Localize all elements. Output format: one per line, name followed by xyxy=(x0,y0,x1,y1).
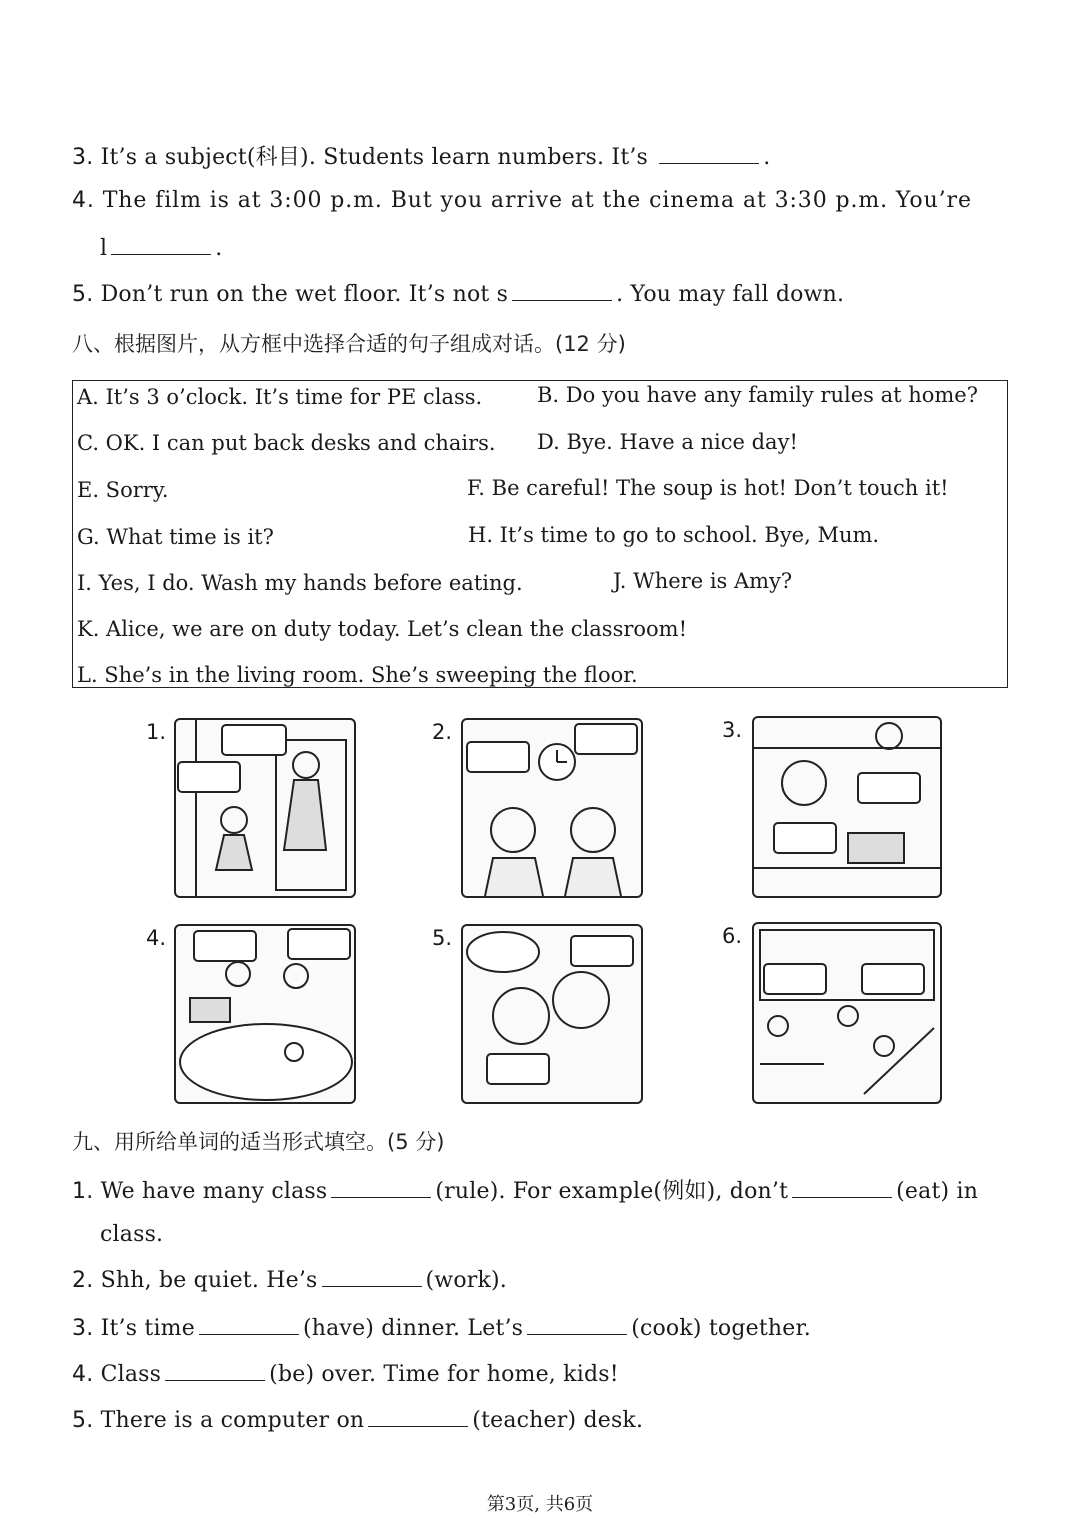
option-k: K. Alice, we are on duty today. Let’s clean the classroom! xyxy=(77,617,688,641)
question-7-3: 3. It’s a subject(科目). Students learn numbers. It’s . xyxy=(72,145,771,170)
question-7-5: 5. Don’t run on the wet floor. It’s not s . You may fall down. xyxy=(72,282,845,307)
answer-blank[interactable] xyxy=(111,236,211,255)
question-9-3: 3. It’s time (have) dinner. Let’s (cook) together. xyxy=(72,1316,811,1341)
speech-bubble[interactable] xyxy=(571,936,633,966)
speech-bubble[interactable] xyxy=(764,964,826,994)
answer-blank[interactable] xyxy=(331,1179,431,1198)
picture-2-illustration xyxy=(463,720,641,896)
picture-4-number: 4. xyxy=(146,926,167,950)
answer-blank[interactable] xyxy=(199,1316,299,1335)
question-9-2: 2. Shh, be quiet. He’s (work). xyxy=(72,1268,507,1293)
speech-bubble[interactable] xyxy=(178,762,240,792)
options-box xyxy=(72,380,1008,688)
answer-blank[interactable] xyxy=(659,145,759,164)
option-c: C. OK. I can put back desks and chairs. xyxy=(77,431,496,455)
question-9-4: 4. Class (be) over. Time for home, kids! xyxy=(72,1362,619,1387)
speech-bubble[interactable] xyxy=(858,773,920,803)
question-7-4: 4. The film is at 3:00 p.m. But you arrive at the cinema at 3:30 p.m. You’re xyxy=(72,188,972,213)
speech-bubble[interactable] xyxy=(288,929,350,959)
option-i: I. Yes, I do. Wash my hands before eating. xyxy=(77,571,523,595)
question-9-1: 1. We have many class (rule). For example(例如), don’t (eat) in xyxy=(72,1179,979,1204)
picture-6-illustration xyxy=(754,924,940,1102)
section-9-heading: 九、用所给单词的适当形式填空。(5 分) xyxy=(72,1130,445,1154)
answer-blank[interactable] xyxy=(165,1362,265,1381)
option-e: E. Sorry. xyxy=(77,478,169,502)
picture-5 xyxy=(461,924,643,1104)
answer-blank[interactable] xyxy=(527,1316,627,1335)
answer-blank[interactable] xyxy=(512,282,612,301)
speech-bubble[interactable] xyxy=(194,931,256,961)
option-b: B. Do you have any family rules at home? xyxy=(537,383,978,407)
speech-bubble[interactable] xyxy=(467,742,529,772)
picture-2 xyxy=(461,718,643,898)
picture-3-number: 3. xyxy=(722,718,743,742)
answer-blank[interactable] xyxy=(322,1268,422,1287)
option-g: G. What time is it? xyxy=(77,525,274,549)
question-7-4-continued: l . xyxy=(100,236,223,261)
picture-2-number: 2. xyxy=(432,720,453,744)
answer-blank[interactable] xyxy=(368,1408,468,1427)
picture-5-number: 5. xyxy=(432,926,453,950)
option-l: L. She’s in the living room. She’s sweeping the floor. xyxy=(77,663,638,687)
option-a: A. It’s 3 o’clock. It’s time for PE class. xyxy=(77,385,483,409)
picture-4-illustration xyxy=(176,926,354,1102)
option-j: J. Where is Amy? xyxy=(613,569,793,593)
speech-bubble[interactable] xyxy=(487,1054,549,1084)
picture-3-illustration xyxy=(754,718,940,896)
picture-3 xyxy=(752,716,942,898)
speech-bubble[interactable] xyxy=(774,823,836,853)
picture-6-number: 6. xyxy=(722,924,743,948)
picture-1 xyxy=(174,718,356,898)
question-9-5: 5. There is a computer on (teacher) desk. xyxy=(72,1408,644,1433)
speech-bubble[interactable] xyxy=(575,724,637,754)
speech-bubble[interactable] xyxy=(862,964,924,994)
picture-1-illustration xyxy=(176,720,354,896)
answer-blank[interactable] xyxy=(792,1179,892,1198)
option-d: D. Bye. Have a nice day! xyxy=(537,430,798,454)
option-h: H. It’s time to go to school. Bye, Mum. xyxy=(468,523,880,547)
picture-1-number: 1. xyxy=(146,720,167,744)
speech-bubble[interactable] xyxy=(222,725,286,755)
picture-4 xyxy=(174,924,356,1104)
option-f: F. Be careful! The soup is hot! Don’t touch it! xyxy=(467,476,949,500)
question-9-1-continued: class. xyxy=(100,1222,164,1247)
picture-5-illustration xyxy=(463,926,641,1102)
picture-6 xyxy=(752,922,942,1104)
section-8-heading: 八、根据图片，从方框中选择合适的句子组成对话。(12 分) xyxy=(72,332,626,356)
page-footer: 第3页, 共6页 xyxy=(486,1494,594,1515)
